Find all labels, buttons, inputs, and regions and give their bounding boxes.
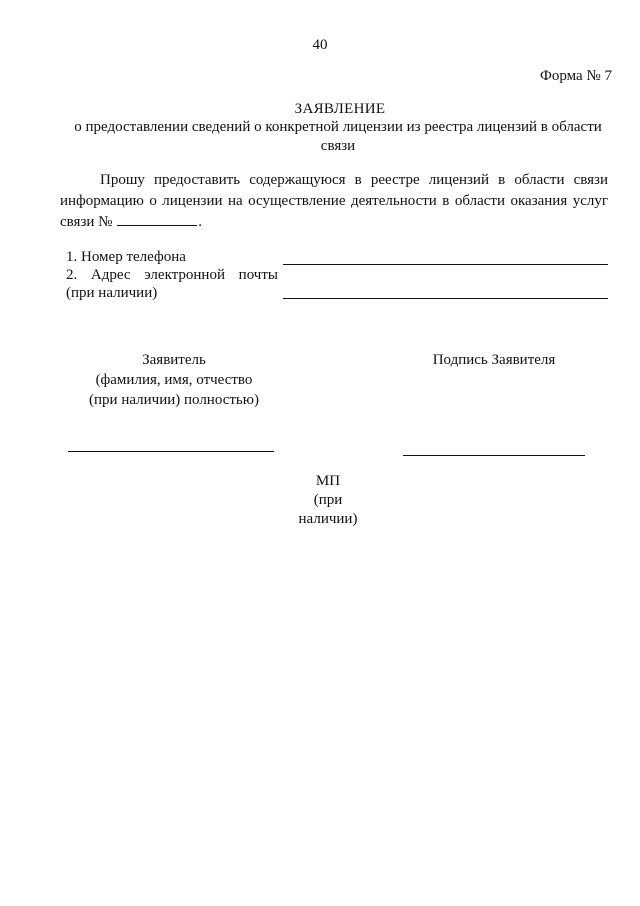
email-note: (при наличии) xyxy=(66,285,158,301)
document-subtitle: о предоставлении сведений о конкретной лицензии из реестра лицензий в области связи xyxy=(74,119,602,154)
stamp-label: МП xyxy=(315,473,341,489)
applicant-block xyxy=(60,350,288,410)
applicant-note-line2: (при наличии) полностью) xyxy=(89,392,259,408)
applicant-label: Заявитель xyxy=(142,352,206,368)
applicant-note-line1: (фамилия, имя, отчество xyxy=(95,372,253,388)
phone-blank-line xyxy=(283,264,608,265)
request-text: Прошу предоставить содержащуюся в реестре лицензий в области связи информацию о лицензии на осуществление деятельности в области оказания услуг связи № xyxy=(60,172,608,230)
signature-blank-line xyxy=(403,455,585,456)
email-label: 2. Адрес электронной почты xyxy=(66,267,278,283)
request-text-end: . xyxy=(198,214,202,230)
document-title: ЗАЯВЛЕНИЕ xyxy=(294,101,386,117)
stamp-note-line2: наличии) xyxy=(298,511,358,527)
page-number: 40 xyxy=(312,37,328,53)
stamp-block xyxy=(280,472,376,529)
phone-label: 1. Номер телефона xyxy=(66,249,186,265)
stamp-note-line1: (при xyxy=(313,492,343,508)
license-number-blank xyxy=(117,212,197,226)
form-number: Форма № 7 xyxy=(540,68,612,84)
request-paragraph xyxy=(60,170,608,233)
applicant-blank-line xyxy=(68,451,274,452)
email-blank-line xyxy=(283,298,608,299)
signature-label: Подпись Заявителя xyxy=(432,352,556,368)
